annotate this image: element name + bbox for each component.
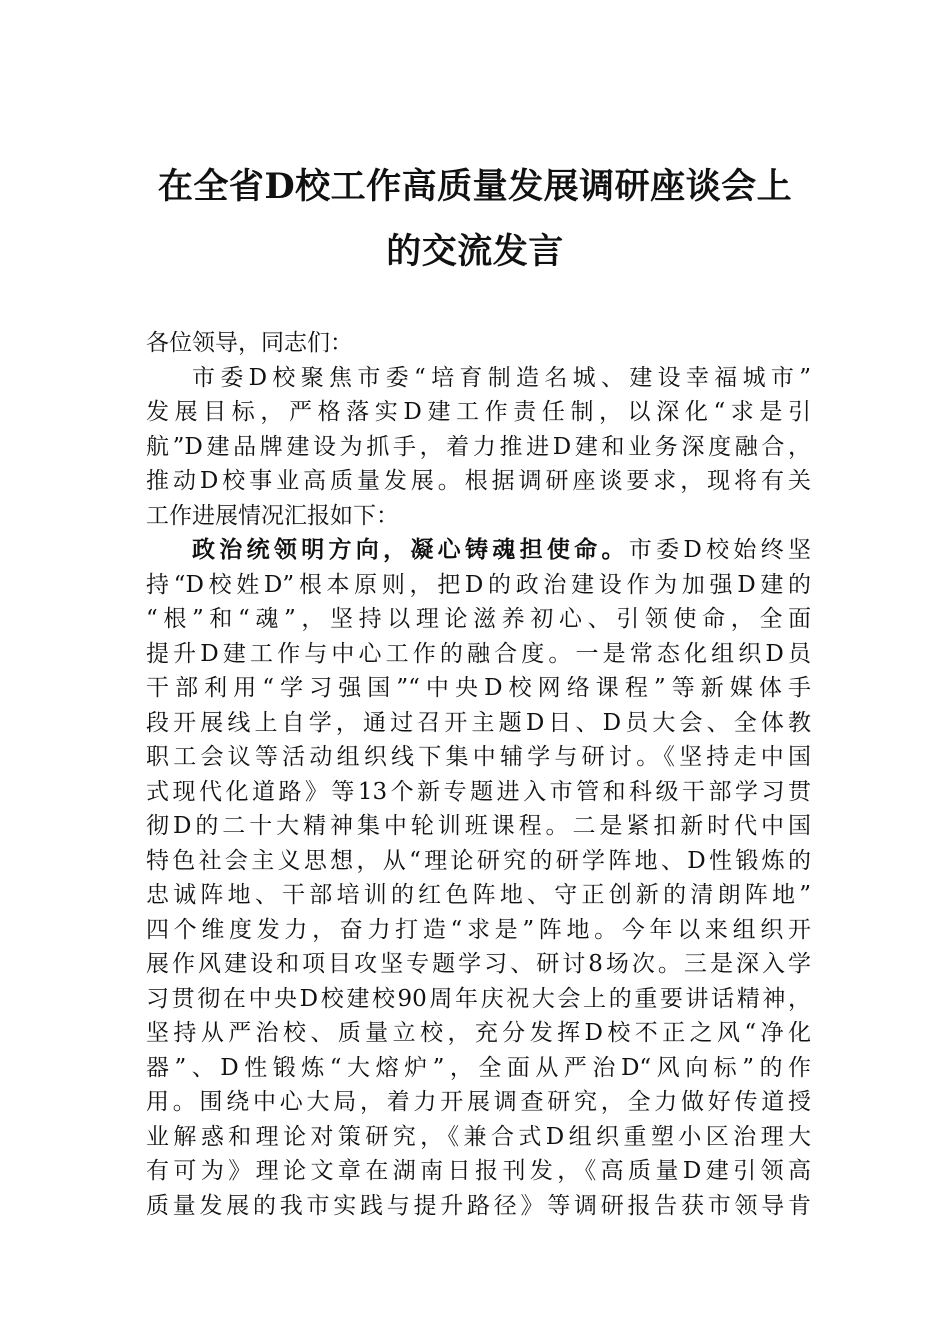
body-line	[146, 602, 811, 637]
body-line	[146, 430, 811, 465]
body-line	[146, 1189, 811, 1224]
body-line	[146, 499, 811, 534]
body-line-text: 提升D建工作与中心工作的融合度。一是常态化组织D员	[146, 640, 811, 667]
body-line-text: 彻D的二十大精神集中轮训班课程。二是紧扣新时代中国	[146, 813, 811, 839]
body-line-text: 习贯彻在中央D校建校90周年庆祝大会上的重要讲话精神，	[146, 985, 811, 1012]
body-line	[146, 706, 811, 741]
body-line-text: 有可为》理论文章在湖南日报刊发，《高质量D建引领高	[146, 1158, 811, 1184]
body-line	[146, 1154, 811, 1189]
body-line	[146, 1016, 811, 1051]
body-line	[146, 913, 811, 948]
body-line-text: 航”D建品牌建设为抓手，着力推进D建和业务深度融合，	[146, 433, 811, 460]
body-line-text: 四个维度发力，奋力打造“求是”阵地。今年以来组织开	[146, 916, 811, 943]
body-line-text: 市委D校始终坚	[628, 537, 811, 563]
body-text	[146, 361, 811, 1224]
body-line-text: 式现代化道路》等13个新专题进入市管和科级干部学习贯	[146, 778, 811, 805]
body-line-text: 器”、D性锻炼“大熔炉”，全面从严治D“风向标”的作	[146, 1054, 811, 1081]
body-line-text: “根”和“魂”，坚持以理论滋养初心、引领使命，全面	[146, 606, 811, 632]
body-line-text: 段开展线上自学，通过召开主题D日、D员大会、全体教	[146, 709, 811, 736]
body-line	[146, 1120, 811, 1155]
body-line-text: 特色社会主义思想，从“理论研究的研学阵地、D性锻炼的	[146, 847, 811, 874]
body-line	[146, 361, 811, 396]
body-line	[146, 844, 811, 879]
body-line-text: 用。围绕中心大局，着力开展调查研究，全力做好传道授	[146, 1089, 811, 1115]
section-heading: 政治统领明方向，凝心铸魂担使命。	[192, 536, 629, 563]
body-line	[146, 982, 811, 1017]
body-line-text: 工作进展情况汇报如下：	[146, 502, 399, 529]
body-line-text: 发展目标，严格落实D建工作责任制，以深化“求是引	[146, 399, 811, 425]
body-line	[146, 740, 811, 775]
body-line	[146, 464, 811, 499]
body-line-text: 干部利用“学习强国”“中央D校网络课程”等新媒体手	[146, 675, 811, 701]
document-title-line-1: 在全省D校工作高质量发展调研座谈会上	[157, 166, 793, 207]
body-line	[146, 775, 811, 810]
body-line-text: 市委D校聚焦市委“培育制造名城、建设幸福城市”	[192, 364, 811, 391]
body-line-text: 职工会议等活动组织线下集中辅学与研讨。《坚持走中国	[146, 744, 811, 770]
document-body	[146, 326, 811, 1223]
body-line	[146, 568, 811, 603]
body-line	[146, 809, 811, 844]
body-line	[146, 395, 811, 430]
body-line-text: 忠诚阵地、干部培训的红色阵地、守正创新的清朗阵地”	[146, 882, 811, 908]
body-line	[146, 947, 811, 982]
body-line	[146, 1085, 811, 1120]
body-line	[146, 671, 811, 706]
body-line-text: 业解惑和理论对策研究，《兼合式D组织重塑小区治理大	[146, 1123, 811, 1150]
salutation: 各位领导，同志们：	[146, 330, 353, 356]
body-line-text: 持“D校姓D”根本原则，把D的政治建设作为加强D建的	[146, 571, 811, 598]
body-line	[146, 637, 811, 672]
body-line-text: 坚持从严治校、质量立校，充分发挥D校不正之风“净化	[146, 1020, 811, 1046]
body-line	[146, 878, 811, 913]
body-line	[146, 1051, 811, 1086]
body-line-text: 展作风建设和项目攻坚专题学习、研讨8场次。三是深入学	[146, 951, 811, 977]
body-line-text: 推动D校事业高质量发展。根据调研座谈要求，现将有关	[146, 468, 811, 494]
body-line	[146, 533, 811, 568]
document-title-line-2: 的交流发言	[386, 231, 564, 272]
body-line-text: 质量发展的我市实践与提升路径》等调研报告获市领导肯	[146, 1192, 811, 1219]
